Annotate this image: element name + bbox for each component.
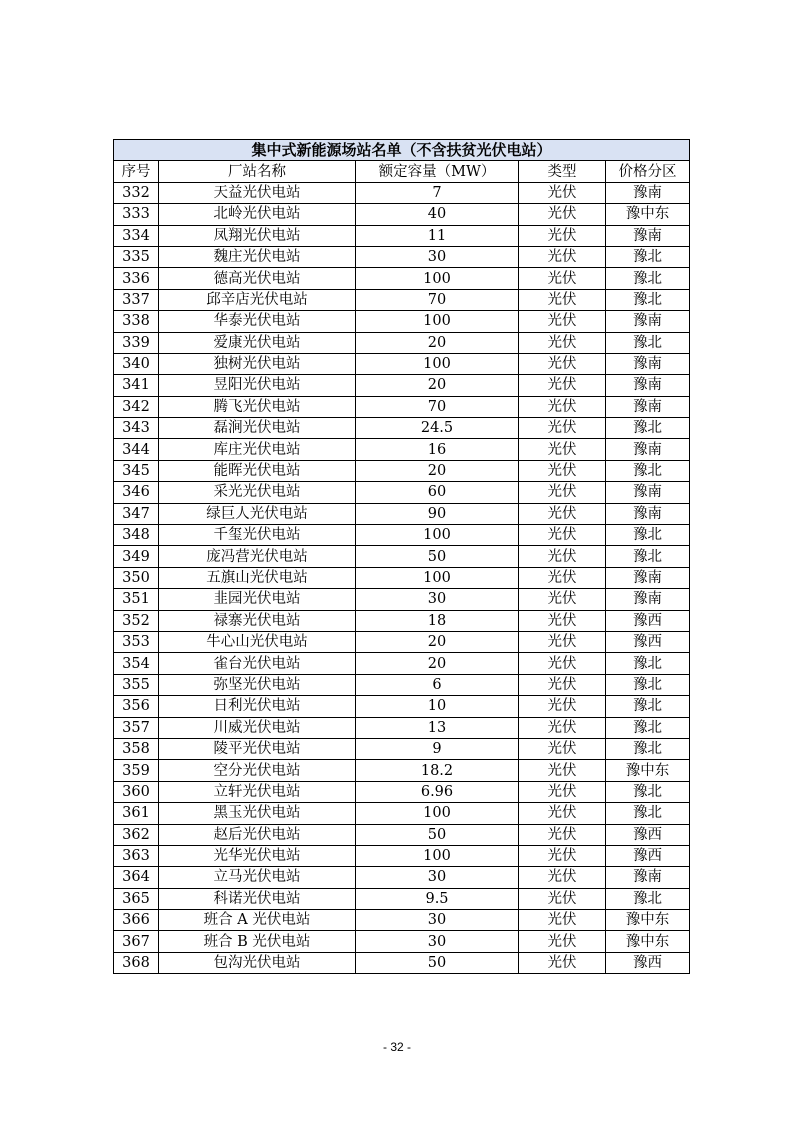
cell-type: 光伏 <box>519 717 606 738</box>
cell-station-name: 韭园光伏电站 <box>159 589 356 610</box>
cell-serial-number: 368 <box>114 952 159 973</box>
cell-station-name: 禄寨光伏电站 <box>159 610 356 631</box>
cell-serial-number: 342 <box>114 396 159 417</box>
cell-price-zone: 豫南 <box>606 311 690 332</box>
table-row <box>114 418 690 439</box>
cell-serial-number: 359 <box>114 760 159 781</box>
cell-station-name: 陵平光伏电站 <box>159 738 356 759</box>
cell-rated-capacity: 16 <box>356 439 519 460</box>
cell-price-zone: 豫南 <box>606 182 690 203</box>
cell-type: 光伏 <box>519 674 606 695</box>
table-row <box>114 653 690 674</box>
header-station-name: 厂站名称 <box>159 161 356 182</box>
table-row <box>114 289 690 310</box>
table-header-row <box>114 161 690 182</box>
cell-serial-number: 363 <box>114 845 159 866</box>
cell-price-zone: 豫中东 <box>606 910 690 931</box>
table-title: 集中式新能源场站名单（不含扶贫光伏电站） <box>114 140 690 161</box>
cell-rated-capacity: 9 <box>356 738 519 759</box>
cell-serial-number: 334 <box>114 225 159 246</box>
table-row <box>114 696 690 717</box>
table-row <box>114 546 690 567</box>
cell-price-zone: 豫西 <box>606 952 690 973</box>
cell-serial-number: 367 <box>114 931 159 952</box>
table-row <box>114 717 690 738</box>
cell-price-zone: 豫北 <box>606 653 690 674</box>
cell-price-zone: 豫南 <box>606 396 690 417</box>
cell-serial-number: 358 <box>114 738 159 759</box>
cell-station-name: 科诺光伏电站 <box>159 888 356 909</box>
cell-type: 光伏 <box>519 204 606 225</box>
cell-type: 光伏 <box>519 653 606 674</box>
table-row <box>114 182 690 203</box>
cell-type: 光伏 <box>519 525 606 546</box>
cell-station-name: 天益光伏电站 <box>159 182 356 203</box>
cell-rated-capacity: 20 <box>356 332 519 353</box>
cell-rated-capacity: 100 <box>356 311 519 332</box>
table-row <box>114 888 690 909</box>
cell-serial-number: 350 <box>114 567 159 588</box>
cell-type: 光伏 <box>519 289 606 310</box>
table-row <box>114 631 690 652</box>
cell-price-zone: 豫北 <box>606 268 690 289</box>
cell-station-name: 班合 A 光伏电站 <box>159 910 356 931</box>
cell-serial-number: 360 <box>114 781 159 802</box>
cell-rated-capacity: 40 <box>356 204 519 225</box>
cell-type: 光伏 <box>519 503 606 524</box>
cell-price-zone: 豫西 <box>606 631 690 652</box>
cell-serial-number: 339 <box>114 332 159 353</box>
cell-price-zone: 豫北 <box>606 289 690 310</box>
cell-serial-number: 365 <box>114 888 159 909</box>
cell-rated-capacity: 13 <box>356 717 519 738</box>
cell-serial-number: 361 <box>114 803 159 824</box>
cell-rated-capacity: 18.2 <box>356 760 519 781</box>
cell-type: 光伏 <box>519 803 606 824</box>
cell-price-zone: 豫北 <box>606 803 690 824</box>
cell-rated-capacity: 60 <box>356 482 519 503</box>
cell-station-name: 爱康光伏电站 <box>159 332 356 353</box>
cell-rated-capacity: 7 <box>356 182 519 203</box>
cell-serial-number: 346 <box>114 482 159 503</box>
cell-serial-number: 364 <box>114 867 159 888</box>
cell-type: 光伏 <box>519 353 606 374</box>
cell-serial-number: 344 <box>114 439 159 460</box>
cell-type: 光伏 <box>519 867 606 888</box>
cell-station-name: 德高光伏电站 <box>159 268 356 289</box>
cell-type: 光伏 <box>519 781 606 802</box>
cell-price-zone: 豫南 <box>606 867 690 888</box>
cell-serial-number: 336 <box>114 268 159 289</box>
table-row <box>114 503 690 524</box>
cell-rated-capacity: 20 <box>356 460 519 481</box>
cell-type: 光伏 <box>519 268 606 289</box>
table-row <box>114 246 690 267</box>
table-row <box>114 867 690 888</box>
cell-station-name: 邱辛店光伏电站 <box>159 289 356 310</box>
cell-price-zone: 豫南 <box>606 482 690 503</box>
cell-rated-capacity: 100 <box>356 567 519 588</box>
table-row <box>114 910 690 931</box>
cell-station-name: 光华光伏电站 <box>159 845 356 866</box>
table-row <box>114 781 690 802</box>
cell-station-name: 川威光伏电站 <box>159 717 356 738</box>
table-row <box>114 589 690 610</box>
cell-type: 光伏 <box>519 824 606 845</box>
cell-station-name: 五旗山光伏电站 <box>159 567 356 588</box>
cell-serial-number: 352 <box>114 610 159 631</box>
cell-price-zone: 豫南 <box>606 503 690 524</box>
cell-price-zone: 豫北 <box>606 696 690 717</box>
cell-rated-capacity: 50 <box>356 952 519 973</box>
cell-price-zone: 豫北 <box>606 246 690 267</box>
cell-rated-capacity: 70 <box>356 289 519 310</box>
cell-station-name: 能晖光伏电站 <box>159 460 356 481</box>
cell-type: 光伏 <box>519 311 606 332</box>
table-row <box>114 396 690 417</box>
cell-rated-capacity: 100 <box>356 268 519 289</box>
cell-type: 光伏 <box>519 482 606 503</box>
cell-type: 光伏 <box>519 460 606 481</box>
table-row <box>114 311 690 332</box>
cell-rated-capacity: 50 <box>356 824 519 845</box>
cell-rated-capacity: 20 <box>356 653 519 674</box>
cell-station-name: 磊涧光伏电站 <box>159 418 356 439</box>
cell-rated-capacity: 30 <box>356 910 519 931</box>
cell-price-zone: 豫北 <box>606 525 690 546</box>
cell-price-zone: 豫北 <box>606 674 690 695</box>
cell-type: 光伏 <box>519 910 606 931</box>
cell-rated-capacity: 20 <box>356 375 519 396</box>
cell-serial-number: 356 <box>114 696 159 717</box>
cell-station-name: 包沟光伏电站 <box>159 952 356 973</box>
cell-station-name: 华泰光伏电站 <box>159 311 356 332</box>
cell-price-zone: 豫南 <box>606 375 690 396</box>
cell-type: 光伏 <box>519 888 606 909</box>
cell-price-zone: 豫北 <box>606 781 690 802</box>
cell-price-zone: 豫中东 <box>606 760 690 781</box>
table-row <box>114 482 690 503</box>
cell-rated-capacity: 100 <box>356 353 519 374</box>
table-row <box>114 845 690 866</box>
cell-rated-capacity: 30 <box>356 589 519 610</box>
cell-station-name: 黑玉光伏电站 <box>159 803 356 824</box>
cell-serial-number: 341 <box>114 375 159 396</box>
cell-type: 光伏 <box>519 589 606 610</box>
cell-serial-number: 362 <box>114 824 159 845</box>
header-serial-number: 序号 <box>114 161 159 182</box>
cell-serial-number: 335 <box>114 246 159 267</box>
cell-type: 光伏 <box>519 375 606 396</box>
cell-station-name: 昱阳光伏电站 <box>159 375 356 396</box>
table-row <box>114 738 690 759</box>
cell-type: 光伏 <box>519 546 606 567</box>
cell-rated-capacity: 100 <box>356 803 519 824</box>
cell-serial-number: 351 <box>114 589 159 610</box>
cell-serial-number: 355 <box>114 674 159 695</box>
cell-station-name: 空分光伏电站 <box>159 760 356 781</box>
cell-rated-capacity: 10 <box>356 696 519 717</box>
cell-rated-capacity: 24.5 <box>356 418 519 439</box>
cell-station-name: 库庄光伏电站 <box>159 439 356 460</box>
cell-rated-capacity: 9.5 <box>356 888 519 909</box>
cell-serial-number: 354 <box>114 653 159 674</box>
cell-serial-number: 349 <box>114 546 159 567</box>
page-number: - 32 - <box>382 1040 411 1054</box>
table-title-row <box>114 140 690 161</box>
cell-price-zone: 豫北 <box>606 460 690 481</box>
table-row <box>114 268 690 289</box>
cell-type: 光伏 <box>519 931 606 952</box>
cell-station-name: 班合 B 光伏电站 <box>159 931 356 952</box>
cell-price-zone: 豫北 <box>606 546 690 567</box>
header-type: 类型 <box>519 161 606 182</box>
cell-rated-capacity: 20 <box>356 631 519 652</box>
table-row <box>114 225 690 246</box>
table-row <box>114 525 690 546</box>
table-row <box>114 439 690 460</box>
cell-price-zone: 豫北 <box>606 738 690 759</box>
cell-price-zone: 豫北 <box>606 888 690 909</box>
cell-station-name: 弥坚光伏电站 <box>159 674 356 695</box>
cell-price-zone: 豫南 <box>606 225 690 246</box>
cell-price-zone: 豫西 <box>606 845 690 866</box>
cell-station-name: 赵后光伏电站 <box>159 824 356 845</box>
table-row <box>114 353 690 374</box>
table-row <box>114 803 690 824</box>
cell-station-name: 庞冯营光伏电站 <box>159 546 356 567</box>
cell-rated-capacity: 30 <box>356 246 519 267</box>
cell-rated-capacity: 30 <box>356 867 519 888</box>
cell-serial-number: 338 <box>114 311 159 332</box>
cell-serial-number: 332 <box>114 182 159 203</box>
cell-rated-capacity: 90 <box>356 503 519 524</box>
cell-serial-number: 337 <box>114 289 159 310</box>
cell-rated-capacity: 6 <box>356 674 519 695</box>
table-row <box>114 460 690 481</box>
cell-serial-number: 340 <box>114 353 159 374</box>
cell-serial-number: 357 <box>114 717 159 738</box>
cell-type: 光伏 <box>519 396 606 417</box>
table-row <box>114 610 690 631</box>
cell-serial-number: 333 <box>114 204 159 225</box>
table-row <box>114 332 690 353</box>
cell-type: 光伏 <box>519 246 606 267</box>
cell-price-zone: 豫北 <box>606 717 690 738</box>
cell-station-name: 腾飞光伏电站 <box>159 396 356 417</box>
table-row <box>114 674 690 695</box>
cell-station-name: 日利光伏电站 <box>159 696 356 717</box>
cell-station-name: 牛心山光伏电站 <box>159 631 356 652</box>
table-row <box>114 567 690 588</box>
cell-station-name: 魏庄光伏电站 <box>159 246 356 267</box>
cell-type: 光伏 <box>519 182 606 203</box>
cell-rated-capacity: 100 <box>356 525 519 546</box>
cell-price-zone: 豫北 <box>606 418 690 439</box>
cell-station-name: 雀台光伏电站 <box>159 653 356 674</box>
cell-station-name: 绿巨人光伏电站 <box>159 503 356 524</box>
cell-type: 光伏 <box>519 439 606 460</box>
cell-rated-capacity: 100 <box>356 845 519 866</box>
cell-type: 光伏 <box>519 631 606 652</box>
cell-type: 光伏 <box>519 332 606 353</box>
station-list-table <box>113 139 690 974</box>
cell-station-name: 独树光伏电站 <box>159 353 356 374</box>
cell-rated-capacity: 11 <box>356 225 519 246</box>
cell-price-zone: 豫南 <box>606 439 690 460</box>
header-price-zone: 价格分区 <box>606 161 690 182</box>
cell-price-zone: 豫北 <box>606 332 690 353</box>
cell-serial-number: 353 <box>114 631 159 652</box>
cell-station-name: 立轩光伏电站 <box>159 781 356 802</box>
cell-type: 光伏 <box>519 225 606 246</box>
cell-serial-number: 348 <box>114 525 159 546</box>
cell-station-name: 采光光伏电站 <box>159 482 356 503</box>
cell-rated-capacity: 30 <box>356 931 519 952</box>
cell-rated-capacity: 6.96 <box>356 781 519 802</box>
cell-serial-number: 347 <box>114 503 159 524</box>
cell-price-zone: 豫中东 <box>606 204 690 225</box>
table-row <box>114 375 690 396</box>
header-rated-capacity: 额定容量（MW） <box>356 161 519 182</box>
table-body <box>114 182 690 973</box>
cell-station-name: 千玺光伏电站 <box>159 525 356 546</box>
cell-serial-number: 343 <box>114 418 159 439</box>
cell-price-zone: 豫西 <box>606 824 690 845</box>
table-row <box>114 824 690 845</box>
table-row <box>114 931 690 952</box>
table-row <box>114 952 690 973</box>
cell-type: 光伏 <box>519 418 606 439</box>
cell-price-zone: 豫中东 <box>606 931 690 952</box>
cell-rated-capacity: 50 <box>356 546 519 567</box>
cell-type: 光伏 <box>519 738 606 759</box>
cell-price-zone: 豫南 <box>606 353 690 374</box>
cell-station-name: 北岭光伏电站 <box>159 204 356 225</box>
cell-rated-capacity: 70 <box>356 396 519 417</box>
cell-rated-capacity: 18 <box>356 610 519 631</box>
cell-type: 光伏 <box>519 845 606 866</box>
table-row <box>114 204 690 225</box>
cell-type: 光伏 <box>519 696 606 717</box>
cell-type: 光伏 <box>519 760 606 781</box>
cell-station-name: 凤翔光伏电站 <box>159 225 356 246</box>
cell-type: 光伏 <box>519 610 606 631</box>
cell-serial-number: 366 <box>114 910 159 931</box>
cell-price-zone: 豫南 <box>606 589 690 610</box>
cell-type: 光伏 <box>519 567 606 588</box>
table-row <box>114 760 690 781</box>
cell-price-zone: 豫南 <box>606 567 690 588</box>
cell-station-name: 立马光伏电站 <box>159 867 356 888</box>
cell-type: 光伏 <box>519 952 606 973</box>
cell-serial-number: 345 <box>114 460 159 481</box>
cell-price-zone: 豫西 <box>606 610 690 631</box>
